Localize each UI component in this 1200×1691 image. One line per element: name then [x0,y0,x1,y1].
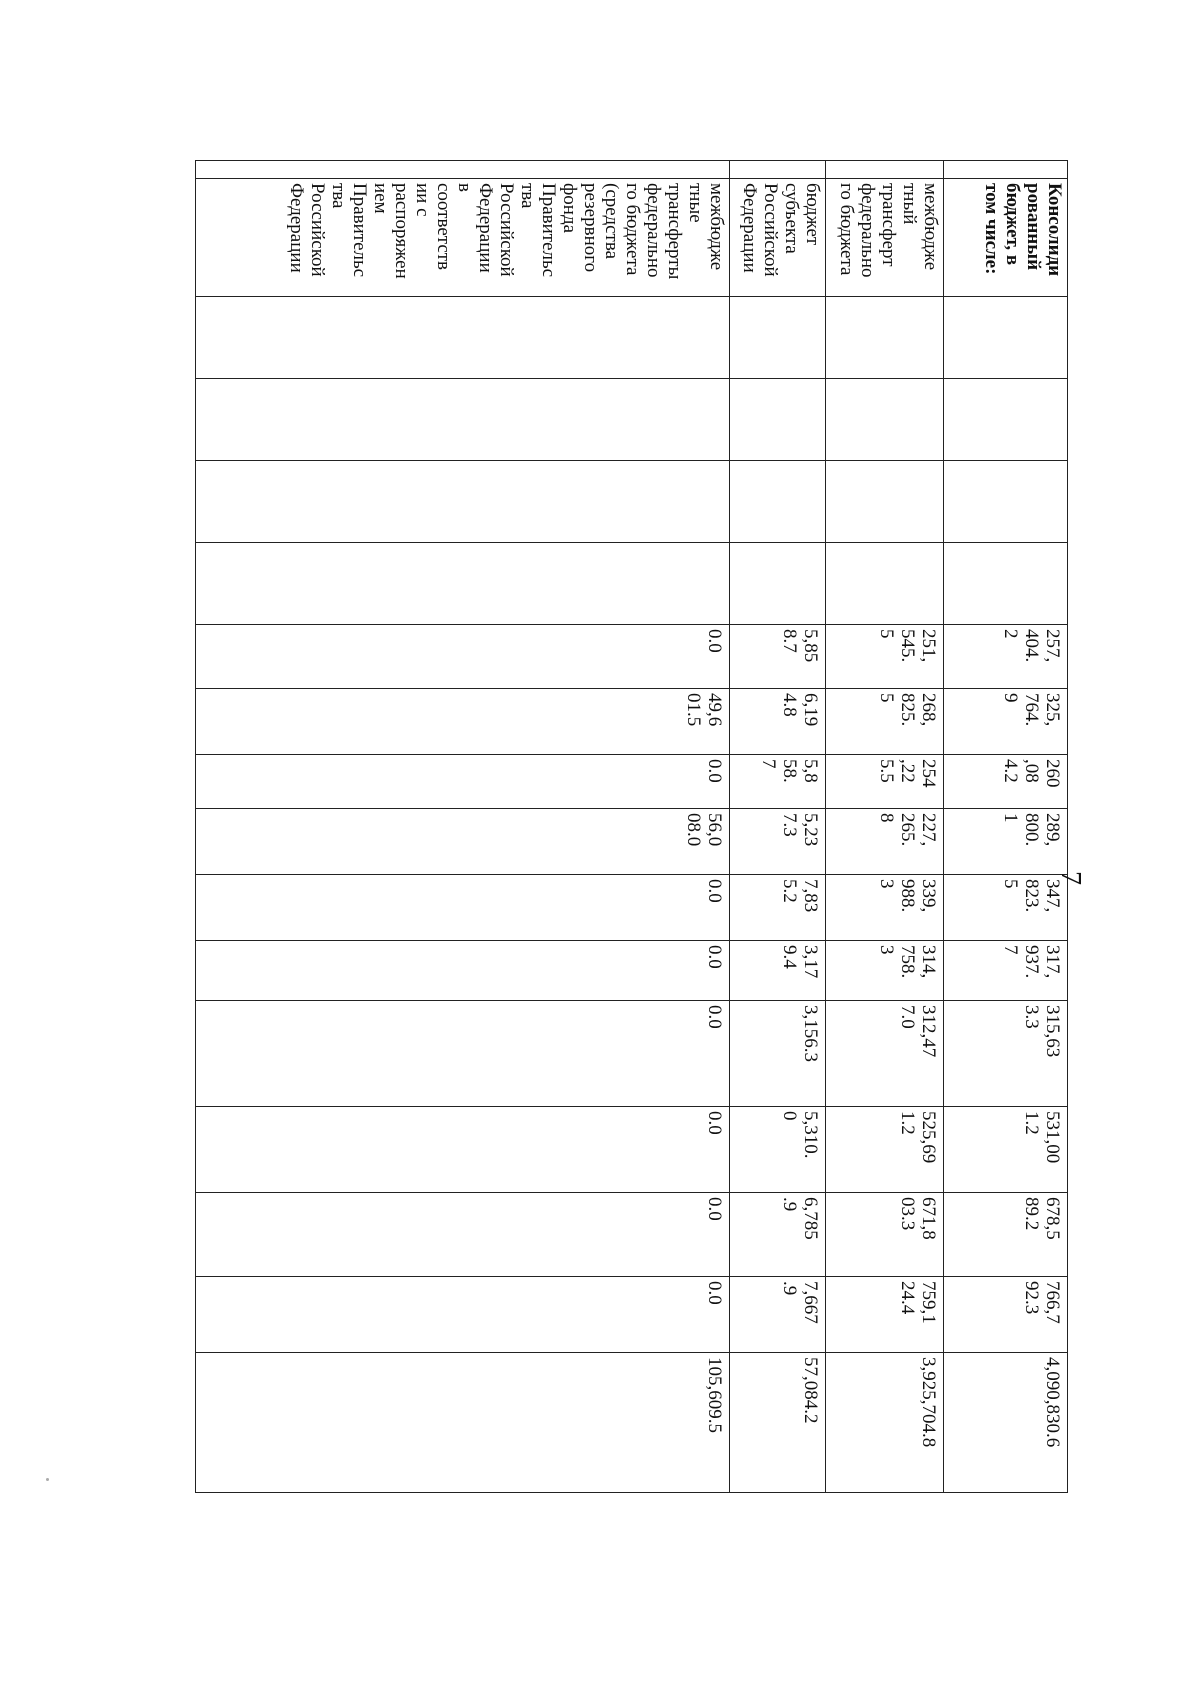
value-line: 314, [918,945,939,979]
row-label-line: распоряжен [391,183,412,279]
row-label-line: в [454,183,475,192]
empty-cell [730,297,826,379]
budget-table [195,160,1068,1493]
total-cell [826,1353,944,1493]
value-line: 9.4 [779,945,800,969]
value-cell [826,1193,944,1277]
row-label [944,179,1068,297]
value-line: 49,6 [704,693,725,727]
page-number: 7 [1055,871,1086,885]
value-line: 0.0 [704,1111,725,1135]
row-label-line: Российской [307,183,328,277]
value-line: 7 [1000,945,1021,955]
blank-cell [730,161,826,179]
value-line: 5 [1000,879,1021,889]
value-line: 764. [1021,693,1042,727]
value-cell [944,625,1068,689]
value-line: 260 [1042,759,1063,788]
value-line: 759,1 [918,1281,939,1324]
value-line: 3.3 [1021,1005,1042,1029]
value-line: 92.3 [1021,1281,1042,1315]
row-label-line: межбюдже [706,183,727,271]
value-line: 988. [897,879,918,913]
value-line: 545. [897,629,918,663]
row-label-line: субъекта [781,183,802,254]
value-line: 0.0 [704,1281,725,1305]
value-line: 317, [1042,945,1063,979]
value-line: 24.4 [897,1281,918,1315]
row-label-line: Правительс [349,183,370,278]
row-label-line: федерально [643,183,664,278]
table-row [730,161,826,1493]
blank-cell [944,161,1068,179]
value-line: 1.2 [897,1111,918,1135]
value-cell [196,755,730,809]
value-line: 5,23 [800,813,821,847]
value-line: 03.3 [897,1197,918,1231]
value-line: 3,156.3 [800,1005,821,1062]
value-cell [826,689,944,755]
value-cell [196,1001,730,1107]
value-cell [826,1107,944,1193]
value-line: 0.0 [704,945,725,969]
empty-cell [826,543,944,625]
value-line: 937. [1021,945,1042,979]
value-line: 7.3 [779,813,800,837]
value-line: 3,17 [800,945,821,979]
value-line: 5.5 [876,759,897,783]
empty-cell [826,379,944,461]
row-label-line: рованный [1023,183,1044,271]
value-line: 2 [1000,629,1021,639]
value-cell [196,625,730,689]
value-line: 8 [876,813,897,823]
row-label-line: го бюджета [836,183,857,276]
value-cell [730,809,826,875]
row-label-line: фонда [559,183,580,234]
table-row [826,161,944,1493]
row-label-line: Консолиди [1044,183,1065,277]
value-line: 800. [1021,813,1042,847]
row-label-line: Федерации [739,183,760,273]
value-line: 3 [876,879,897,889]
row-label-line: Российской [760,183,781,277]
value-line: 678,5 [1042,1197,1063,1240]
value-line: 6,19 [800,693,821,727]
row-label-line: федерально [857,183,878,278]
value-cell [730,755,826,809]
empty-cell [196,543,730,625]
value-cell [826,809,944,875]
value-line: 7,83 [800,879,821,913]
empty-cell [944,461,1068,543]
empty-cell [944,379,1068,461]
value-cell [826,1001,944,1107]
value-cell [826,755,944,809]
empty-cell [196,379,730,461]
value-cell [826,941,944,1001]
value-line: 57,084.2 [800,1357,821,1424]
row-label-line: межбюдже [920,183,941,271]
empty-cell [730,379,826,461]
value-cell [196,1277,730,1353]
row-label-line: тный [899,183,920,225]
value-line: 268, [918,693,939,727]
value-line: 0 [779,1111,800,1121]
value-line: 0.0 [704,629,725,653]
row-label-line: резервного [580,183,601,273]
value-line: 671,8 [918,1197,939,1240]
value-line: 3 [876,945,897,955]
value-line: 0.0 [704,759,725,783]
value-cell [196,689,730,755]
empty-cell [826,297,944,379]
total-cell [196,1353,730,1493]
table-row [196,161,730,1493]
blank-cell [196,161,730,179]
scan-speck [46,1478,49,1481]
value-cell [826,875,944,941]
value-line: 89.2 [1021,1197,1042,1231]
row-label-line: трансферт [878,183,899,267]
value-line: 3,925,704.8 [918,1357,939,1448]
value-line: 5,310. [800,1111,821,1159]
value-line: .9 [779,1281,800,1296]
value-cell [944,1001,1068,1107]
value-line: 4,090,830.6 [1042,1357,1063,1448]
value-line: 312,47 [918,1005,939,1058]
value-line: 5,8 [800,759,821,783]
value-cell [944,941,1068,1001]
value-cell [944,875,1068,941]
empty-cell [730,543,826,625]
value-line: 0.0 [704,1197,725,1221]
value-line: 315,63 [1042,1005,1063,1058]
row-label-line: соответств [433,183,454,271]
value-cell [730,1193,826,1277]
value-line: 9 [1000,693,1021,703]
value-line: 347, [1042,879,1063,913]
empty-cell [944,297,1068,379]
row-label-line: ии с [412,183,433,217]
row-label-line: том числе: [981,183,1002,275]
row-label-line: ием [370,183,391,214]
value-line: 525,69 [918,1111,939,1164]
value-cell [730,625,826,689]
value-line: 251, [918,629,939,663]
value-cell [730,1107,826,1193]
row-label-line: трансферты [664,183,685,280]
value-line: 265. [897,813,918,847]
row-label-line: Федерации [475,183,496,273]
value-line: 254 [918,759,939,788]
value-line: 58. [779,759,800,783]
value-line: 1 [1000,813,1021,823]
value-line: 5,85 [800,629,821,663]
value-line: 5.2 [779,879,800,903]
value-cell [944,1107,1068,1193]
value-line: 08.0 [683,813,704,847]
value-cell [944,809,1068,875]
total-cell [730,1353,826,1493]
value-cell [826,1277,944,1353]
value-cell [196,1193,730,1277]
value-line: 758. [897,945,918,979]
row-label-line: тные [685,183,706,223]
value-cell [944,1277,1068,1353]
value-cell [944,1193,1068,1277]
value-line: 0.0 [704,1005,725,1029]
budget-table-rotated [196,160,1068,1492]
value-cell [730,1277,826,1353]
total-cell [944,1353,1068,1493]
row-label-line: тва [517,183,538,209]
value-cell [730,1001,826,1107]
empty-cell [826,461,944,543]
value-line: ,08 [1021,759,1042,783]
row-label-line: бюджет [802,183,823,246]
value-line: 227, [918,813,939,847]
value-cell [196,809,730,875]
value-line: 7,667 [800,1281,821,1324]
blank-cell [826,161,944,179]
value-line: 1.2 [1021,1111,1042,1135]
budget-table-container [196,160,1068,1492]
row-label-line: тва [328,183,349,209]
value-line: 4.8 [779,693,800,717]
value-cell [730,875,826,941]
row-label-line: (средства [601,183,622,259]
empty-cell [944,543,1068,625]
value-line: 257, [1042,629,1063,663]
value-cell [944,689,1068,755]
empty-cell [196,461,730,543]
value-line: 339, [918,879,939,913]
value-line: 6,785 [800,1197,821,1240]
value-cell [826,625,944,689]
row-label-line: го бюджета [622,183,643,276]
value-line: 5 [876,693,897,703]
value-line: 325, [1042,693,1063,727]
row-label [826,179,944,297]
value-line: 531,00 [1042,1111,1063,1164]
table-row [944,161,1068,1493]
value-line: 8.7 [779,629,800,653]
value-cell [730,689,826,755]
empty-cell [730,461,826,543]
value-line: 105,609.5 [704,1357,725,1433]
value-cell [944,755,1068,809]
value-line: 01.5 [683,693,704,727]
row-label-line: бюджет, в [1002,183,1023,266]
value-cell [196,875,730,941]
value-line: 0.0 [704,879,725,903]
value-line: 404. [1021,629,1042,663]
value-line: ,22 [897,759,918,783]
value-cell [196,941,730,1001]
row-label-line: Правительс [538,183,559,278]
value-cell [196,1107,730,1193]
value-line: .9 [779,1197,800,1212]
value-line: 289, [1042,813,1063,847]
row-label [196,179,730,297]
value-line: 7.0 [897,1005,918,1029]
value-line: 823. [1021,879,1042,913]
row-label [730,179,826,297]
value-line: 7 [758,759,779,769]
value-line: 56,0 [704,813,725,847]
row-label-line: Федерации [286,183,307,273]
row-label-line: Российской [496,183,517,277]
value-line: 766,7 [1042,1281,1063,1324]
value-line: 825. [897,693,918,727]
value-cell [730,941,826,1001]
empty-cell [196,297,730,379]
value-line: 5 [876,629,897,639]
value-line: 4.2 [1000,759,1021,783]
